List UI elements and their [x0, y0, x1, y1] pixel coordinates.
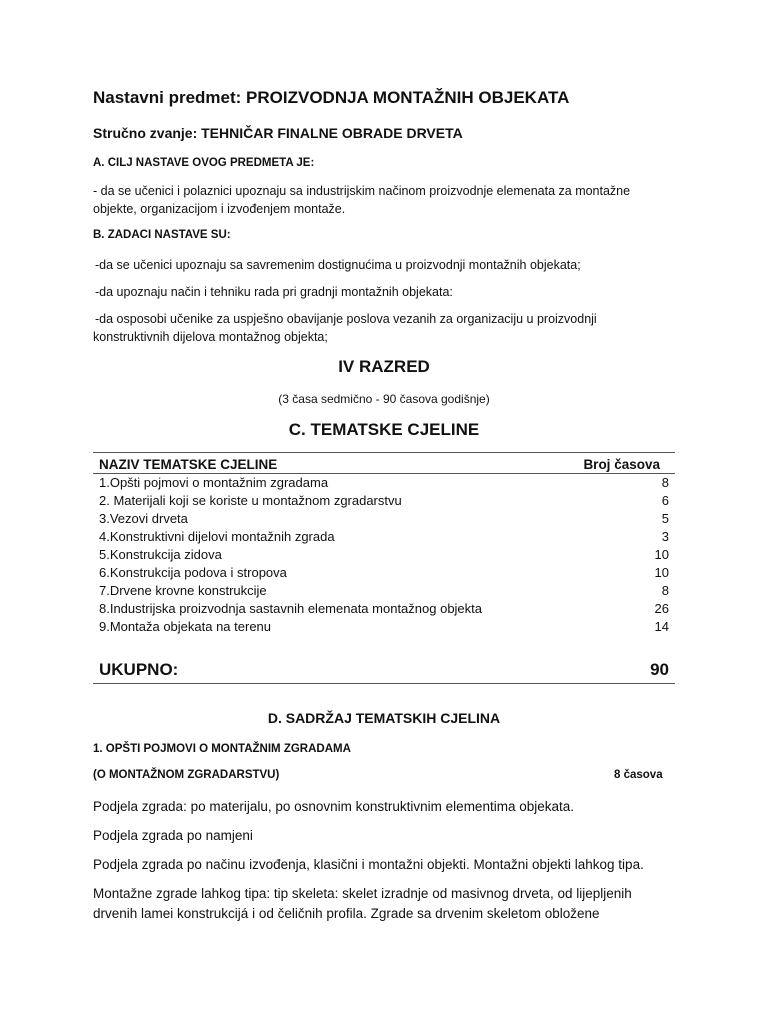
topic-name: 7.Drvene krovne konstrukcije	[99, 583, 267, 598]
topic-name: 3.Vezovi drveta	[99, 511, 188, 526]
section-b-item: -da upoznaju način i tehniku rada pri gradnji montažnih objekata:	[95, 285, 453, 299]
topic-hours: 10	[654, 547, 669, 562]
table-row	[93, 582, 675, 600]
topic-hours: 14	[654, 619, 669, 634]
topic-name: 2. Materijali koji se koriste u montažnom zgradarstvu	[99, 493, 402, 508]
section-d-heading: D. SADRŽAJ TEMATSKIH CJELINA	[267, 710, 501, 726]
topics-table	[93, 452, 675, 636]
total-label: UKUPNO:	[99, 660, 179, 679]
section-b-item: -da osposobi učenike za uspješno obavijanje poslova vezanih za organizaciju u proizvodnji	[95, 312, 597, 326]
topic1-heading: 1. OPŠTI POJMOVI O MONTAŽNIM ZGRADAMA	[93, 743, 351, 755]
table-row	[93, 564, 675, 582]
topic-hours: 26	[654, 601, 669, 616]
table-row	[93, 600, 675, 618]
table-row	[93, 492, 675, 510]
topic-name: 5.Konstrukcija zidova	[99, 547, 222, 562]
section-a-line: - da se učenici i polaznici upoznaju sa industrijskim načinom proizvodnje elemenata za montažne	[93, 184, 631, 198]
section-c-heading: C. TEMATSKE CJELINE	[288, 420, 480, 439]
total-row	[93, 658, 675, 684]
topic1-paragraph: Montažne zgrade lahkog tipa: tip skeleta: skelet izradnje od masivnog drveta, od lijepljenih	[93, 886, 632, 901]
topic1-subheading: (O MONTAŽNOM ZGRADARSTVU)	[93, 769, 280, 781]
topic1-hours: 8 časova	[614, 769, 663, 781]
section-a-heading: A. CILJ NASTAVE OVOG PREDMETA JE:	[93, 157, 315, 169]
topic-name: 6.Konstrukcija podova i stropova	[99, 565, 287, 580]
table-row	[93, 528, 675, 546]
table-row	[93, 618, 675, 636]
hours-note: (3 časa sedmično - 90 časova godišnje)	[278, 392, 490, 406]
topic-hours: 5	[661, 511, 669, 526]
topic-name: 8.Industrijska proizvodnja sastavnih elemenata montažnog objekta	[99, 601, 483, 616]
table-header-row	[93, 453, 675, 474]
section-b-item: konstruktivnih dijelova montažnog objekta;	[93, 330, 328, 344]
topic-name: 4.Konstruktivni dijelovi montažnih zgrada	[99, 529, 335, 544]
topic-name: 9.Montaža objekata na terenu	[99, 619, 272, 634]
table-row	[93, 510, 675, 528]
topic1-paragraph: Podjela zgrada po namjeni	[93, 828, 253, 843]
section-b-heading: B. ZADACI NASTAVE SU:	[93, 229, 231, 241]
table-row	[93, 546, 675, 564]
topic-hours: 3	[661, 529, 669, 544]
total-value: 90	[650, 660, 669, 679]
col-name-header: NAZIV TEMATSKE CJELINE	[93, 453, 568, 474]
grade-heading: IV RAZRED	[338, 357, 430, 376]
topic1-paragraph: drvenih lamei konstrukcijá i od čeličnih profila. Zgrade sa drvenim skeletom obložene	[93, 906, 600, 921]
table-row	[93, 474, 675, 493]
topic-hours: 6	[661, 493, 669, 508]
col-hours-header: Broj časova	[568, 453, 675, 474]
topic1-paragraph: Podjela zgrada po načinu izvođenja, klasični i montažni objekti. Montažni objekti lahkog tipa.	[93, 857, 644, 872]
document-title: Nastavni predmet: PROIZVODNJA MONTAŽNIH OBJEKATA	[93, 88, 570, 107]
topic-hours: 8	[661, 583, 669, 598]
topic-hours: 10	[654, 565, 669, 580]
topic-name: 1.Opšti pojmovi o montažnim zgradama	[99, 475, 329, 490]
section-a-line: objekte, organizacijom i izvođenjem montaže.	[93, 202, 346, 216]
topic1-paragraph: Podjela zgrada: po materijalu, po osnovnim konstruktivnim elementima objekata.	[93, 799, 574, 814]
topic-hours: 8	[661, 475, 669, 490]
document-subtitle: Stručno zvanje: TEHNIČAR FINALNE OBRADE DRVETA	[93, 125, 463, 141]
section-b-item: -da se učenici upoznaju sa savremenim dostignućima u proizvodnji montažnih objekata;	[95, 258, 581, 272]
